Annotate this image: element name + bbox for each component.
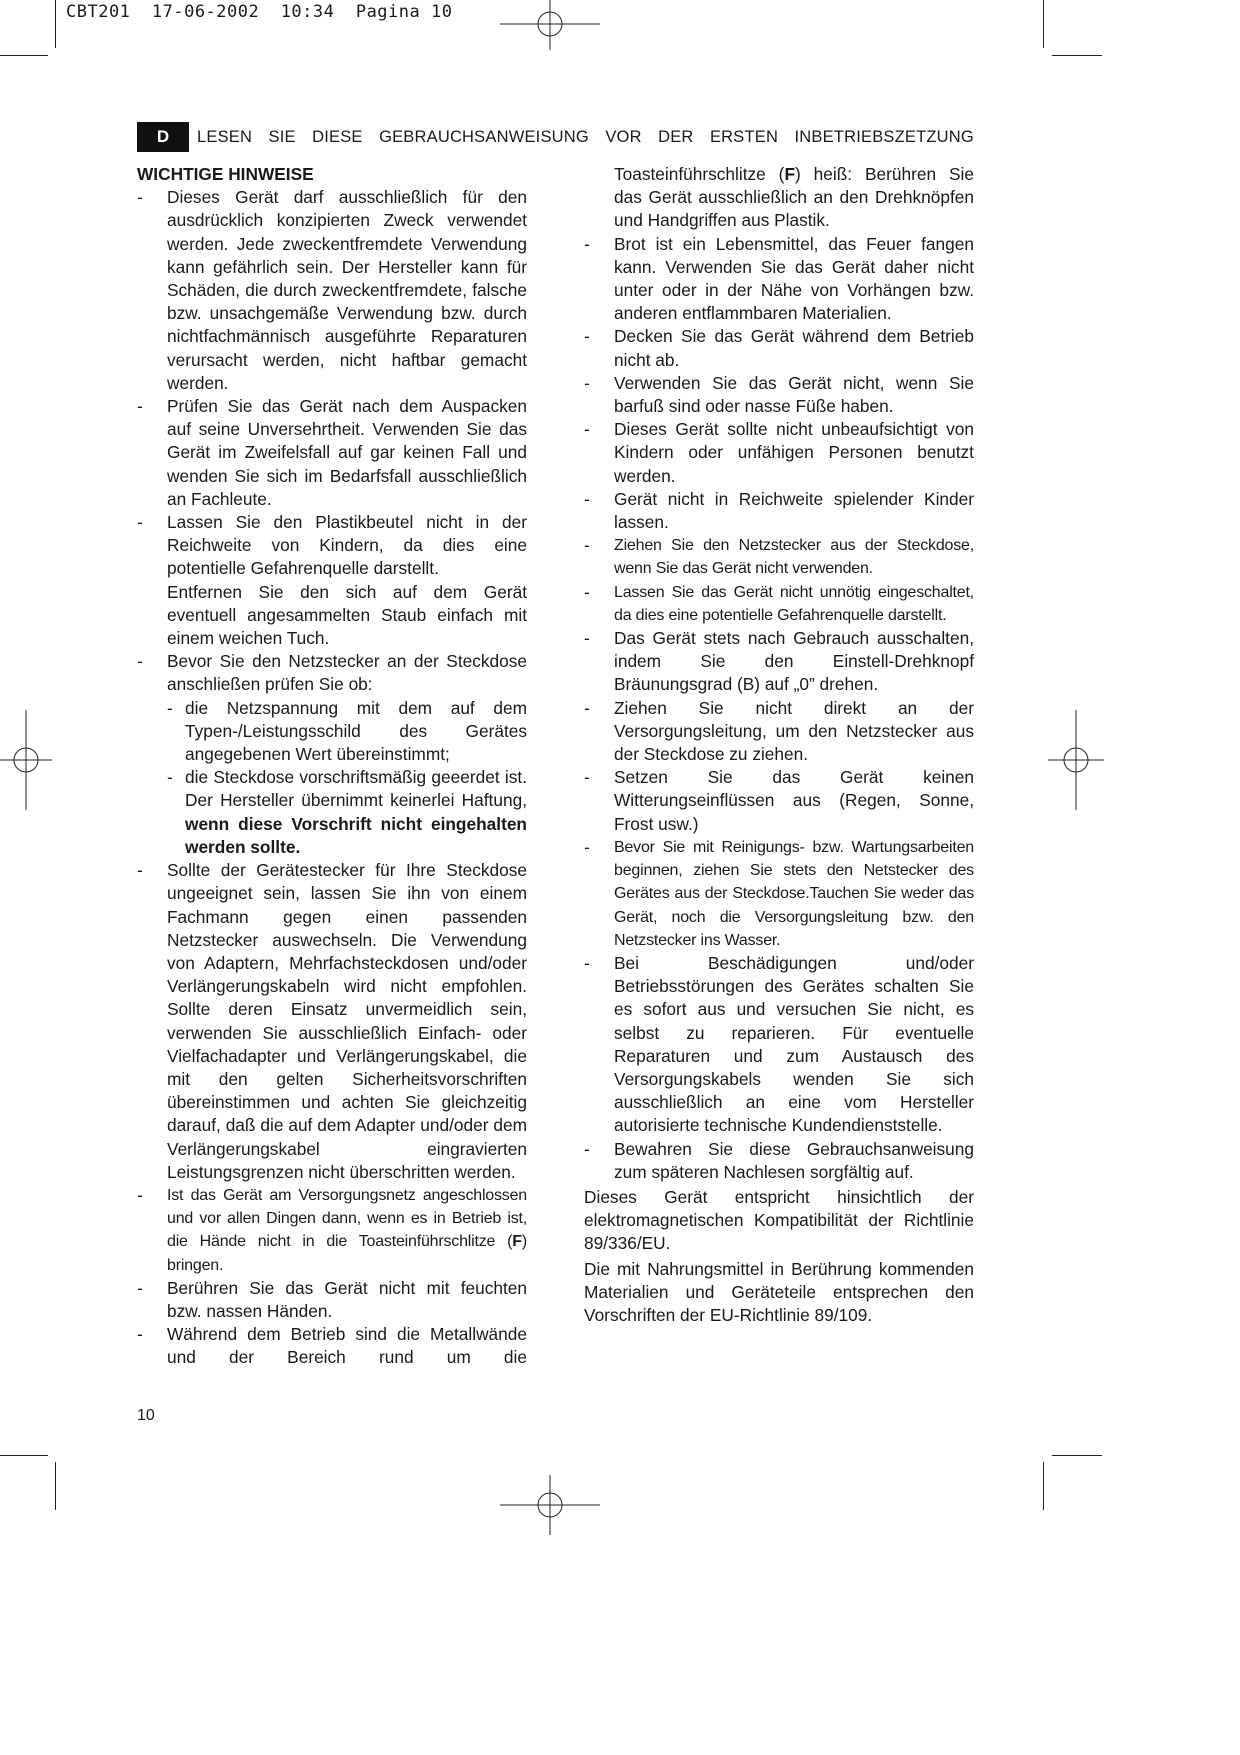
sub-list	[137, 697, 527, 859]
crop-mark-top-left-v	[55, 0, 56, 48]
crop-mark-top-right-v	[1043, 0, 1044, 48]
language-badge: D	[137, 122, 189, 152]
list-item: - Brot ist ein Lebensmittel, das Feuer fangen kann. Verwenden Sie das Gerät daher nicht unter oder in der Nähe von Vorhängen bzw. anderen entflammbaren Materialien.	[584, 233, 974, 326]
list-item-text: Dieses Gerät sollte nicht unbeaufsichtigt von Kindern oder unfähigen Personen benutzt werden.	[614, 419, 974, 486]
sub-list-item-text: die Steckdose vorschriftsmäßig geeerdet ist. Der Hersteller übernimmt keinerlei Haftung, wenn diese Vorschrift nicht eingehalten werden sollte.	[185, 767, 527, 857]
list-item-text: Ziehen Sie den Netzstecker aus der Steckdose, wenn Sie das Gerät nicht verwenden.	[614, 537, 974, 578]
compliance-paragraph: Dieses Gerät entspricht hinsichtlich der elektromagnetischen Kompatibilität der Richtlinie 89/336/EU.	[584, 1186, 974, 1254]
list-item-text: Berühren Sie das Gerät nicht mit feuchten bzw. nassen Händen.	[167, 1277, 527, 1321]
crop-mark-top-left-h	[0, 55, 48, 56]
section-header	[137, 122, 974, 152]
bold-warning: wenn diese Vorschrift nicht eingehalten werden sollte.	[185, 813, 527, 857]
header-word: ERSTEN	[709, 127, 779, 146]
list-item: - Gerät nicht in Reichweite spielender Kinder lassen.	[584, 488, 974, 534]
list-item-text: Das Gerät stets nach Gebrauch ausschalten, indem Sie den Einstell-Drehknopf Bräunungsgrad (B) auf „0” drehen.	[614, 628, 974, 695]
crop-mark-bottom-right-h	[1052, 1455, 1102, 1456]
list-item-text: Ziehen Sie nicht direkt an der Versorgungsleitung, um den Netzstecker aus der Steckdose zu ziehen.	[614, 697, 974, 765]
header-word: DIESE	[312, 127, 363, 146]
header-word: SIE	[268, 127, 296, 146]
list-item: - Lassen Sie den Plastikbeutel nicht in der Reichweite von Kindern, da dies eine potentielle Gefahrenquelle darstellt.	[137, 511, 527, 581]
list-item: - Decken Sie das Gerät während dem Betrieb nicht ab.	[584, 325, 974, 371]
list-item: - Verwenden Sie das Gerät nicht, wenn Sie barfuß sind oder nasse Füße haben.	[584, 372, 974, 418]
list-item: - Bevor Sie den Netzstecker an der Steckdose anschließen prüfen Sie ob:	[137, 650, 527, 696]
left-column	[137, 163, 527, 1370]
list-item-text: Bewahren Sie diese Gebrauchsanweisung zum späteren Nachlesen sorgfältig auf.	[614, 1138, 974, 1182]
list-item: - Sollte der Gerätestecker für Ihre Steckdose ungeeignet sein, lassen Sie ihn von einem Fachmann gegen einen passenden Netzstecker auswechseln. Die Verwendung von Adaptern, Mehrfachsteckdosen und/oder Verlängerungskabeln wird nicht empfohlen. Sollte deren Einsatz unvermeidlich sein, verwenden Sie ausschließlich Einfach- oder Vielfachadapter und Verlängerungskabel, die mit den gelten Sicherheitsvorschriften übereinstimmen und achten Sie gleichzeitig darauf, daß die auf dem Adapter und/oder dem Verlängerungskabel eingravierten Leistungsgrenzen nicht überschritten werden.	[137, 859, 527, 1184]
list-item-text: Lassen Sie das Gerät nicht unnötig eingeschaltet, da dies eine potentielle Gefahrenquelle darstellt.	[614, 583, 974, 624]
list-item-text: Setzen Sie das Gerät keinen Witterungseinflüssen aus (Regen, Sonne, Frost usw.)	[614, 767, 974, 834]
registration-mark-top	[500, 0, 600, 50]
list-item-text: Während dem Betrieb sind die Metallwände und der Bereich rund um die	[167, 1324, 527, 1368]
crop-mark-bottom-left-h	[0, 1455, 48, 1456]
list-item-text: Bevor Sie den Netzstecker an der Steckdose anschließen prüfen Sie ob:	[167, 651, 527, 695]
list-item-text: Sollte der Gerätestecker für Ihre Steckdose ungeeignet sein, lassen Sie ihn von einem Fachmann gegen einen passenden Netzstecker auswechseln. Die Verwendung von Adaptern, Mehrfachsteckdosen und/oder Verlängerungskabeln wird nicht empfohlen. Sollte deren Einsatz unvermeidlich sein, verwenden Sie ausschließlich Einfach- oder Vielfachadapter und Verlängerungskabel, die mit den gelten Sicherheitsvorschriften übereinstimmen und achten Sie gleichzeitig darauf, daß die auf dem Adapter und/oder dem Verlängerungskabel eingravierten Leistungsgrenzen nicht überschritten werden.	[167, 860, 527, 1182]
header-word: GEBRAUCHSANWEISUNG	[379, 127, 589, 146]
header-word: DER	[658, 127, 694, 146]
page-number: 10	[137, 1407, 155, 1424]
list-item: - Bevor Sie mit Reinigungs- bzw. Wartungsarbeiten beginnen, ziehen Sie stets den Netstecker des Gerätes aus der Steckdose.Tauchen Sie weder das Gerät, noch die Versorgungsleitung bzw. den Netzstecker ins Wasser.	[584, 836, 974, 952]
list-item-continuation: Toasteinführschlitze (F) heiß: Berühren Sie das Gerät ausschließlich an den Drehknöpfen und Handgriffen aus Plastik.	[614, 164, 974, 231]
list-item: - Ist das Gerät am Versorgungsnetz angeschlossen und vor allen Dingen dann, wenn es in Betrieb ist, die Hände nicht in die Toasteinführschlitze (F) bringen.	[137, 1184, 527, 1277]
sub-list-item-text: die Netzspannung mit dem auf dem Typen-/Leistungsschild des Gerätes angegebenen Wert übereinstimmt;	[185, 697, 527, 765]
list-item-text: Decken Sie das Gerät während dem Betrieb nicht ab.	[614, 326, 974, 370]
registration-mark-left	[0, 710, 52, 810]
list-item: - Während dem Betrieb sind die Metallwände und der Bereich rund um die	[137, 1323, 527, 1369]
registration-mark-right	[1048, 710, 1104, 810]
list-item: - Bei Beschädigungen und/oder Betriebsstörungen des Gerätes schalten Sie es sofort aus und versuchen Sie nicht, es selbst zu reparieren. Für eventuelle Reparaturen und zum Austausch des Versorgungskabels wenden Sie sich ausschließlich an eine vom Hersteller autorisierte technische Kundendienststelle.	[584, 952, 974, 1138]
header-word: INBETRIEBSZETZUNG	[794, 127, 974, 146]
list-item-text: Bevor Sie mit Reinigungs- bzw. Wartungsarbeiten beginnen, ziehen Sie stets den Netstecker des Gerätes aus der Steckdose.Tauchen Sie weder das Gerät, noch die Versorgungsleitung bzw. den Netzstecker ins Wasser.	[614, 838, 974, 949]
list-item: - Ziehen Sie den Netzstecker aus der Steckdose, wenn Sie das Gerät nicht verwenden.	[584, 534, 974, 580]
list-item-text: Ist das Gerät am Versorgungsnetz angeschlossen und vor allen Dingen dann, wenn es in Betrieb ist, die Hände nicht in die Toasteinführschlitze (F) bringen.	[167, 1186, 527, 1274]
list-item-text: Dieses Gerät darf ausschließlich für den ausdrücklich konzipierten Zweck verwendet werden. Jede zweckentfremdete Verwendung kann gefährlich sein. Der Hersteller kann für Schäden, die durch zweckentfremdete, falsche bzw. unsachgemäße Verwendung bzw. durch nichtfachmännisch ausgeführte Reparaturen verursacht werden, nicht haftbar gemacht werden.	[167, 187, 527, 393]
crop-mark-bottom-right-v	[1043, 1462, 1044, 1510]
sub-list-item: - die Steckdose vorschriftsmäßig geeerdet ist. Der Hersteller übernimmt keinerlei Haftung, wenn diese Vorschrift nicht eingehalten werden sollte.	[167, 766, 527, 859]
list-item: - Lassen Sie das Gerät nicht unnötig eingeschaltet, da dies eine potentielle Gefahrenquelle darstellt.	[584, 581, 974, 627]
list-item-continuation: Entfernen Sie den sich auf dem Gerät eventuell angesammelten Staub einfach mit einem weichen Tuch.	[167, 581, 527, 649]
list-item-text: Gerät nicht in Reichweite spielender Kinder lassen.	[614, 488, 974, 533]
header-title	[189, 128, 974, 147]
section-heading: WICHTIGE HINWEISE	[137, 164, 314, 184]
crop-mark-top-right-h	[1052, 55, 1102, 56]
print-slug: CBT201 17-06-2002 10:34 Pagina 10	[66, 2, 453, 22]
list-item: - Dieses Gerät sollte nicht unbeaufsichtigt von Kindern oder unfähigen Personen benutzt werden.	[584, 418, 974, 488]
registration-mark-bottom	[500, 1475, 600, 1535]
crop-mark-bottom-left-v	[55, 1462, 56, 1510]
list-item-text: Verwenden Sie das Gerät nicht, wenn Sie barfuß sind oder nasse Füße haben.	[614, 372, 974, 417]
right-column	[584, 163, 974, 1327]
header-word: LESEN	[197, 127, 253, 146]
header-word: VOR	[605, 127, 642, 146]
list-item: - Bewahren Sie diese Gebrauchsanweisung zum späteren Nachlesen sorgfältig auf.	[584, 1138, 974, 1184]
list-item: - Das Gerät stets nach Gebrauch ausschalten, indem Sie den Einstell-Drehknopf Bräunungsgrad (B) auf „0” drehen.	[584, 627, 974, 697]
compliance-paragraph: Die mit Nahrungsmittel in Berührung kommenden Materialien und Geräteteile entsprechen den Vorschriften der EU-Richtlinie 89/109.	[584, 1258, 974, 1325]
list-item: - Prüfen Sie das Gerät nach dem Auspacken auf seine Unversehrtheit. Verwenden Sie das Gerät im Zweifelsfall auf gar keinen Fall und wenden Sie sich im Bedarfsfall ausschließlich an Fachleute.	[137, 395, 527, 511]
list-item-text: Prüfen Sie das Gerät nach dem Auspacken auf seine Unversehrtheit. Verwenden Sie das Gerät im Zweifelsfall auf gar keinen Fall und wenden Sie sich im Bedarfsfall ausschließlich an Fachleute.	[167, 396, 527, 509]
list-item: - Setzen Sie das Gerät keinen Witterungseinflüssen aus (Regen, Sonne, Frost usw.)	[584, 766, 974, 836]
list-item: - Dieses Gerät darf ausschließlich für den ausdrücklich konzipierten Zweck verwendet werden. Jede zweckentfremdete Verwendung kann gefährlich sein. Der Hersteller kann für Schäden, die durch zweckentfremdete, falsche bzw. unsachgemäße Verwendung bzw. durch nichtfachmännisch ausgeführte Reparaturen verursacht werden, nicht haftbar gemacht werden.	[137, 186, 527, 395]
list-item: - Berühren Sie das Gerät nicht mit feuchten bzw. nassen Händen.	[137, 1277, 527, 1323]
list-item-text: Lassen Sie den Plastikbeutel nicht in der Reichweite von Kindern, da dies eine potentielle Gefahrenquelle darstellt.	[167, 512, 527, 579]
list-item: - Ziehen Sie nicht direkt an der Versorgungsleitung, um den Netzstecker aus der Steckdose zu ziehen.	[584, 697, 974, 767]
sub-list-item: - die Netzspannung mit dem auf dem Typen-/Leistungsschild des Gerätes angegebenen Wert übereinstimmt;	[167, 697, 527, 767]
list-item-text: Bei Beschädigungen und/oder Betriebsstörungen des Gerätes schalten Sie es sofort aus und versuchen Sie nicht, es selbst zu reparieren. Für eventuelle Reparaturen und zum Austausch des Versorgungskabels wenden Sie sich ausschließlich an eine vom Hersteller autorisierte technische Kundendienststelle.	[614, 952, 974, 1136]
list-item-text: Brot ist ein Lebensmittel, das Feuer fangen kann. Verwenden Sie das Gerät daher nicht unter oder in der Nähe von Vorhängen bzw. anderen entflammbaren Materialien.	[614, 233, 974, 324]
